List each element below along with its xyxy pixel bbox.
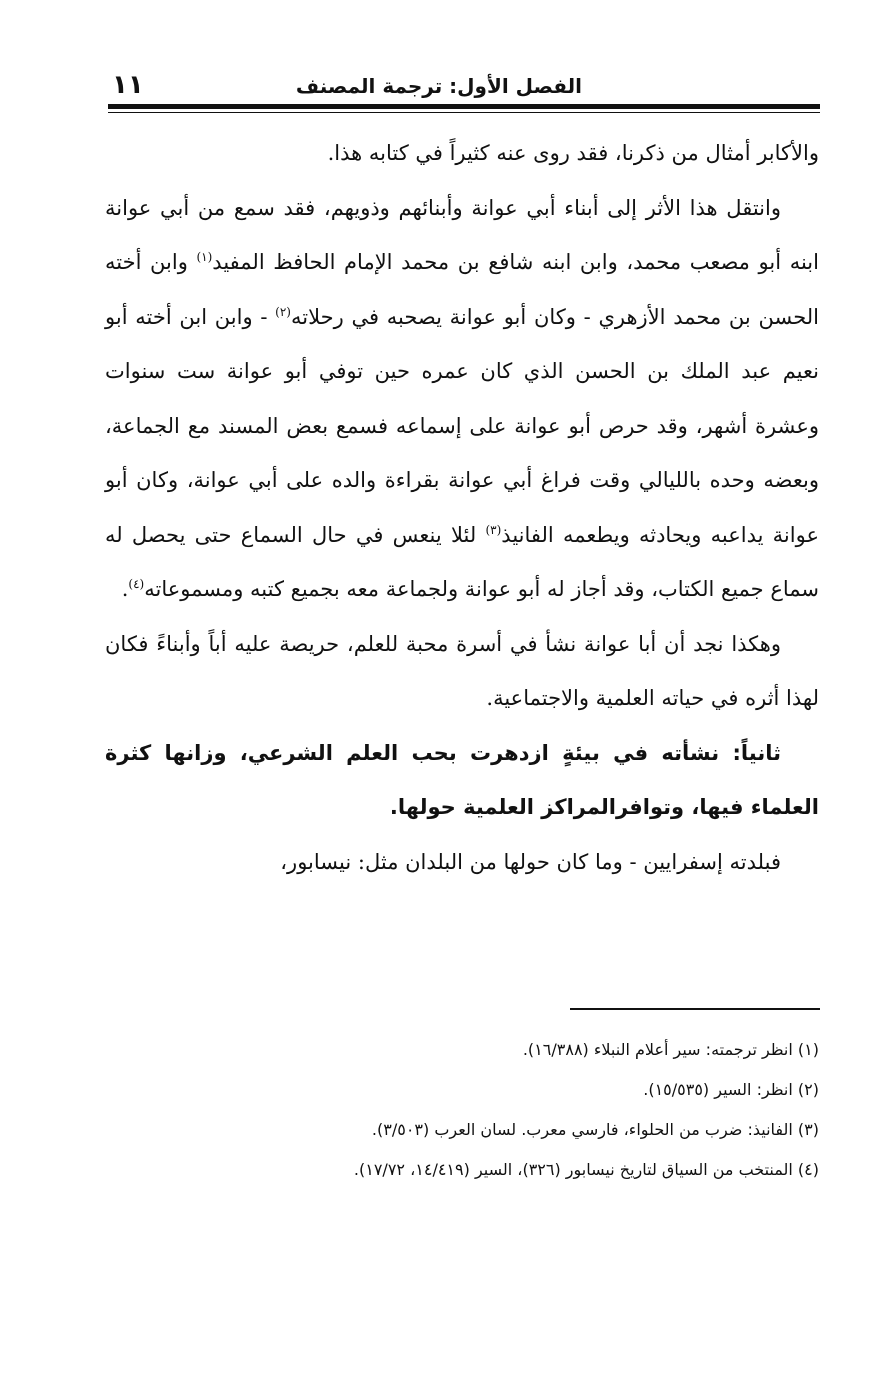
chapter-title: الفصل الأول: ترجمة المصنف [295,74,582,98]
footnote-ref-3: (٣) [485,522,502,537]
paragraph-2-part-e: . [121,577,129,601]
header-rule-thin [108,112,820,113]
section-heading [105,726,819,835]
running-header [108,68,820,108]
section-heading-lead: ثانياً: [732,740,781,765]
paragraph-2-part-b: وابن أخته الحسن بن محمد الأزهري - وكان أبو عوانة يصحبه في رحلاته [105,250,819,329]
footnote-ref-1: (١) [196,250,213,264]
paragraph-3: وهكذا نجد أن أبا عوانة نشأ في أسرة محبة للعلم، حريصة عليه أباً وأبناءً فكان لهذا أثره في حياته العلمية والاجتماعية. [105,631,819,710]
page-number: ١١ [112,70,144,100]
footnote-separator [570,1008,820,1010]
main-text [105,126,819,889]
paragraph-4: فبلدته إسفرايين - وما كان حولها من البلدان مثل: نيسابور، [280,849,781,874]
footnote-3: (٣) الفانيذ: ضرب من الحلواء، فارسي معرب. لسان العرب (٣/٥٠٣). [371,1120,819,1139]
paragraph-2 [105,181,819,617]
footnote-ref-4: (٤) [128,577,145,591]
footnote-1: (١) انظر ترجمته: سير أعلام النبلاء (١٦/٣٨٨). [522,1040,819,1059]
footnote-4: (٤) المنتخب من السياق لتاريخ نيسابور (٣٢٦)، السير (١٤/٤١٩، ١٧/٧٢). [353,1160,819,1179]
footnote-ref-2: (٢) [275,304,291,319]
header-rule [108,104,820,109]
paragraph-2-part-c: - وابن ابن أخته أبو نعيم عبد الملك بن الحسن الذي كان عمره حين توفي أبو عوانة ست سنوات وعشرة أشهر، وقد حرص أبو عوانة على إسماعه فسمع بعض المسند مع الجماعة، وبعضه وحده بالليالي وقت فراغ أبي عوانة بقراءة والده على أبي عوانة، وكان أبو عوانة يداعبه ويحادثه ويطعمه الفانيذ [105,304,819,547]
footnotes [105,1030,819,1190]
section-heading-text: نشأته في بيئةٍ ازدهرت بحب العلم الشرعي، وزانها كثرة العلماء فيها، وتوافرالمراكز العلمية حولها. [105,740,819,819]
paragraph-2-part-d: لئلا ينعس في حال السماع حتى يحصل له سماع جميع الكتاب، وقد أجاز له أبو عوانة ولجماعة معه بجميع كتبه ومسموعاته [105,522,819,601]
paragraph-2-part-a: وانتقل هذا الأثر إلى أبناء أبي عوانة وأبنائهم وذويهم، فقد سمع من أبي عوانة ابنه أبو مصعب محمد، وابن ابنه شافع بن محمد الإمام الحافظ المفيد [105,195,819,274]
footnote-2: (٢) انظر: السير (١٥/٥٣٥). [643,1080,819,1099]
paragraph-1: والأكابر أمثال من ذكرنا، فقد روى عنه كثيراً في كتابه هذا. [327,141,819,165]
